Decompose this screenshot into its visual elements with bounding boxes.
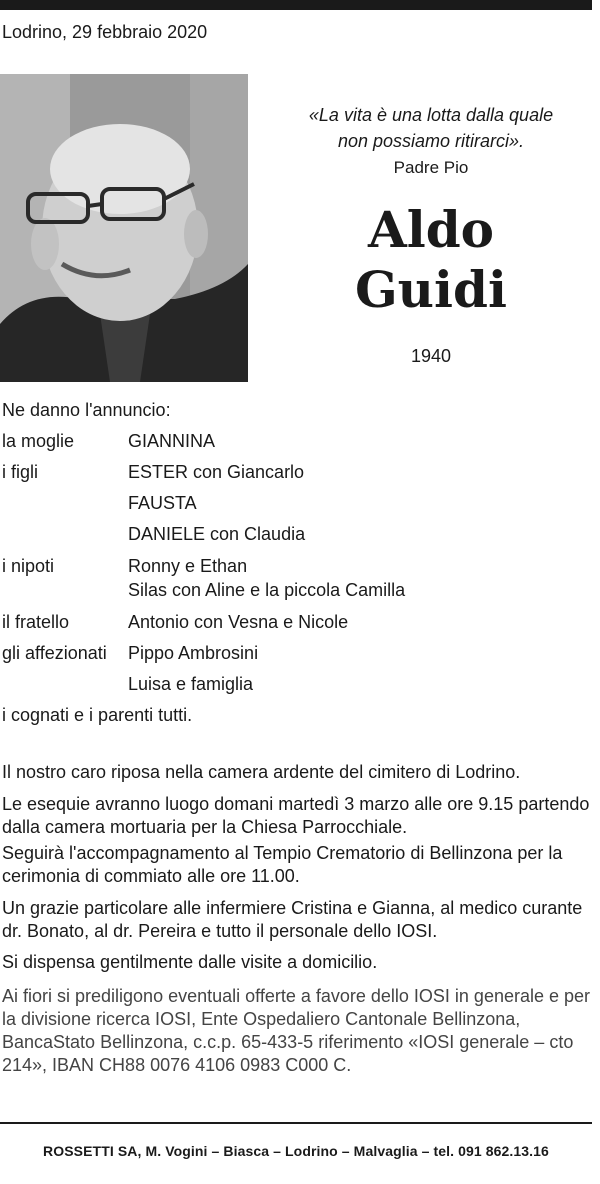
- relative-label: il fratello: [2, 612, 70, 632]
- quote: [272, 102, 590, 154]
- body-paragraph: Le esequie avranno luogo domani martedì 3 marzo alle ore 9.15 partendo dalla camera mortuaria per la Chiesa Parrocchiale.: [2, 794, 590, 837]
- relative-name: GIANNINA: [128, 431, 216, 451]
- birth-year: 1940: [410, 346, 452, 366]
- relative-label: i figli: [2, 462, 39, 482]
- quote-line-1: «La vita è una lotta dalla quale: [308, 105, 554, 125]
- deceased-last-name: Guidi: [354, 260, 507, 319]
- donation-note: Ai fiori si prediligono eventuali offerte a favore dello IOSI in generale e per la divisione ricerca IOSI, Ente Ospedaliero Cantonale Bellinzona, BancaStato Bellinzona, c.c.p. 65-433-5 riferimento «IOSI generale – cto 214», IBAN CH88 0076 4106 0983 C000 C.: [2, 986, 591, 1075]
- body-paragraph: Un grazie particolare alle infermiere Cristina e Gianna, al medico curante dr. Bonato, al dr. Pereira e tutto il personale dello IOSI.: [2, 898, 583, 941]
- relative-name: Luisa e famiglia: [128, 674, 254, 694]
- relative-name: Silas con Aline e la piccola Camilla: [128, 580, 406, 600]
- relatives-closing: i cognati e i parenti tutti.: [2, 705, 193, 725]
- body-paragraph: Seguirà l'accompagnamento al Tempio Crematorio di Bellinzona per la cerimonia di commiato alle ore 11.00.: [2, 843, 563, 886]
- relative-name: DANIELE con Claudia: [128, 524, 306, 544]
- relative-label: i nipoti: [2, 556, 55, 576]
- body-paragraph: Si dispensa gentilmente dalle visite a domicilio.: [2, 952, 378, 972]
- deceased-name: [272, 200, 590, 320]
- quote-author: Padre Pio: [393, 158, 469, 177]
- relative-label: gli affezionati: [2, 643, 107, 663]
- relative-label: la moglie: [2, 431, 75, 451]
- relative-name: FAUSTA: [128, 493, 197, 513]
- announcement-title: Ne danno l'annuncio:: [2, 400, 171, 420]
- quote-line-2: non possiamo ritirarci».: [337, 131, 525, 151]
- top-rule: [0, 0, 592, 10]
- bottom-rule: [0, 1122, 592, 1124]
- portrait-photo: [0, 74, 248, 382]
- relative-name: Ronny e Ethan: [128, 556, 248, 576]
- relative-name: ESTER con Giancarlo: [128, 462, 305, 482]
- place-date: Lodrino, 29 febbraio 2020: [2, 22, 208, 42]
- funeral-home-footer: ROSSETTI SA, M. Vogini – Biasca – Lodrino – Malvaglia – tel. 091 862.13.16: [43, 1143, 549, 1159]
- body-paragraph: Il nostro caro riposa nella camera ardente del cimitero di Lodrino.: [2, 762, 521, 782]
- relative-name: Antonio con Vesna e Nicole: [128, 612, 349, 632]
- deceased-first-name: Aldo: [367, 200, 495, 259]
- relative-name: Pippo Ambrosini: [128, 643, 259, 663]
